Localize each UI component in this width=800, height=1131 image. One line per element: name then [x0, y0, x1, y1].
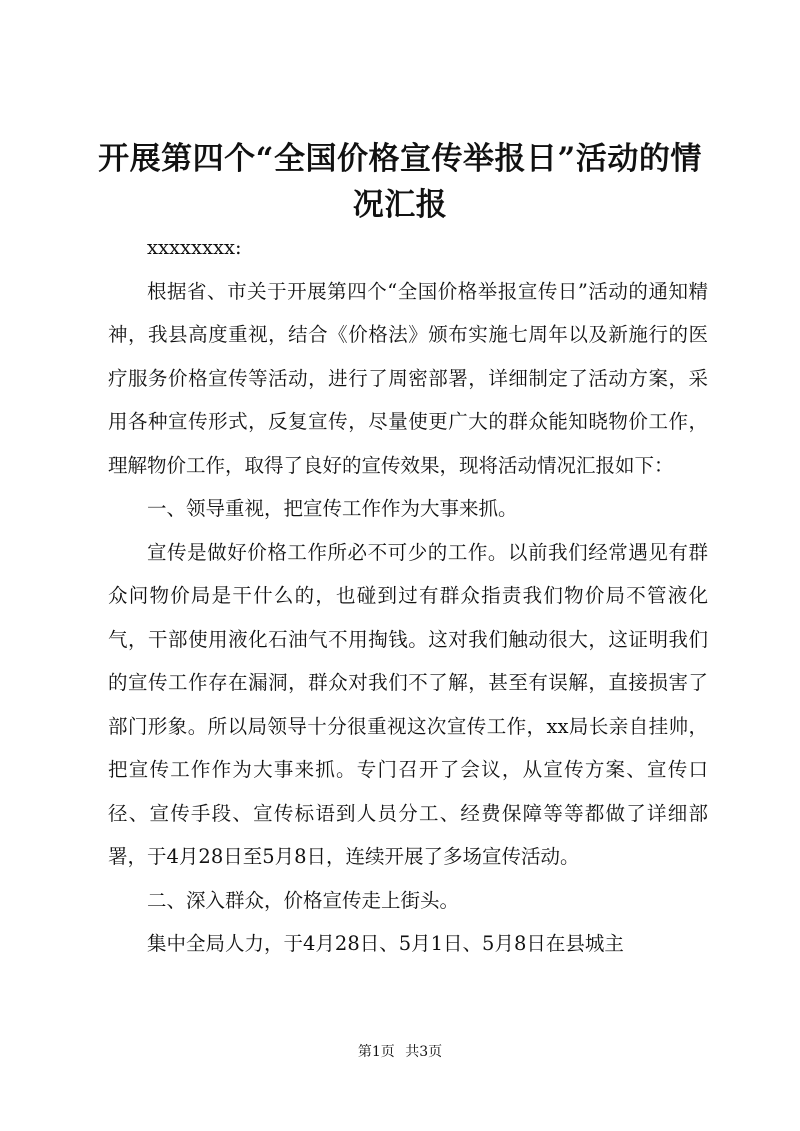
page-footer: [0, 1042, 800, 1062]
document-title: 开展第四个“全国价格宣传举报日”活动的情况汇报: [98, 141, 702, 223]
page-number: 第1页: [357, 1044, 395, 1060]
paragraph-intro: 根据省、市关于开展第四个“全国价格举报宣传日”活动的通知精神，我县高度重视，结合《价格法》颁布实施七周年以及新施行的医疗服务价格宣传等活动，进行了周密部署，详细制定了活动方案，采用各种宣传形式，反复宣传，尽量使更广大的群众能知晓物价工作，理解物价工作，取得了良好的宣传效果，现将活动情况汇报如下：: [108, 279, 708, 477]
document-body: [108, 226, 708, 966]
page-total: 共3页: [405, 1044, 443, 1060]
salutation: xxxxxxxx:: [147, 236, 242, 259]
paragraph-section-1: 宣传是做好价格工作所必不可少的工作。以前我们经常遇见有群众问物价局是干什么的，也碰到过有群众指责我们物价局不管液化气，干部使用液化石油气不用掏钱。这对我们触动很大，这证明我们的宣传工作存在漏洞，群众对我们不了解，甚至有误解，直接损害了部门形象。所以局领导十分很重视这次宣传工作，xx局长亲自挂帅，把宣传工作作为大事来抓。专门召开了会议，从宣传方案、宣传口径、宣传手段、宣传标语到人员分工、经费保障等等都做了详细部署，于4月28日至5月8日，连续开展了多场宣传活动。: [108, 540, 708, 868]
section-heading-2: 二、深入群众，价格宣传走上街头。: [147, 888, 460, 912]
paragraph-section-2: 集中全局人力，于4月28日、5月1日、5月8日在县城主: [147, 932, 624, 955]
section-heading-1: 一、领导重视，把宣传工作作为大事来抓。: [147, 497, 518, 520]
